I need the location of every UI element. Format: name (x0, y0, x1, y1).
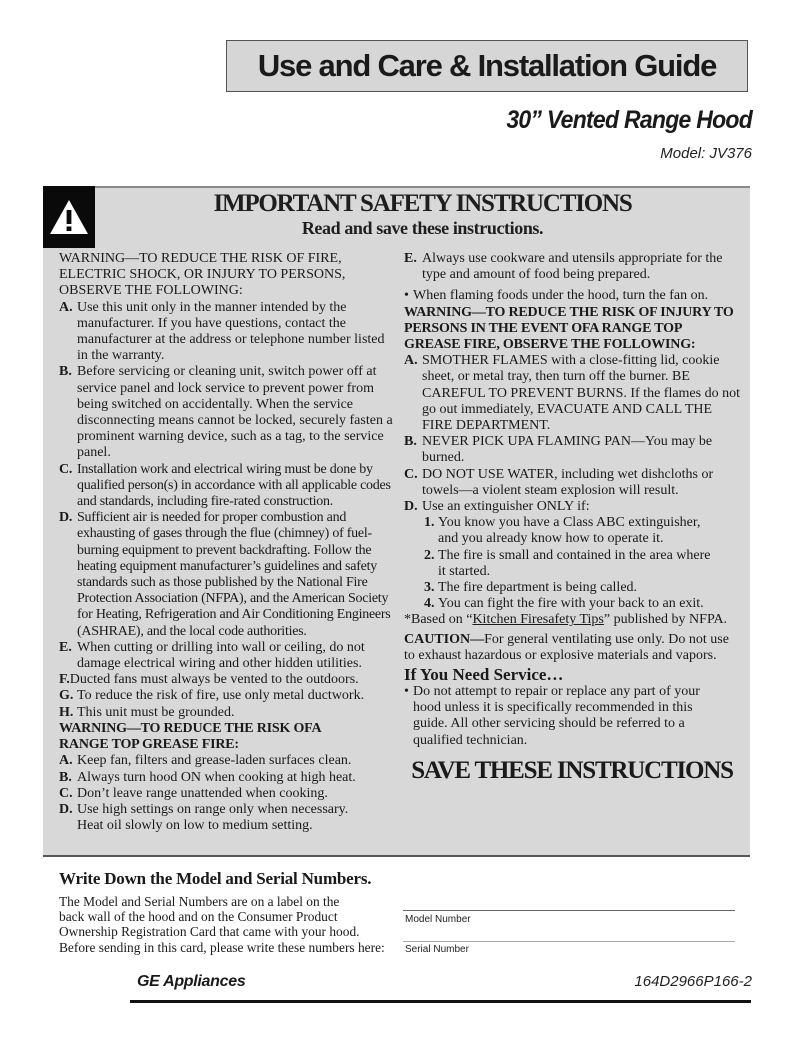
list-item: D. Use an extinguisher ONLY if: (404, 499, 590, 515)
footer-divider (130, 1000, 751, 1003)
nfpa-source-note: *Based on “Kitchen Firesafety Tips” published by NFPA. (404, 612, 728, 628)
list-item: E. When cutting or drilling into wall or ceiling, do not damage electrical wiring and other hidden utilities. (59, 639, 365, 672)
list-item: C. Don’t leave range unattended when cooking. (59, 785, 328, 801)
list-item: C. Installation work and electrical wiring must be done by qualified person(s) in accordance with all applicable codes and standards, including fire-rated construction. (59, 461, 391, 510)
serial-number-label: Serial Number (405, 944, 469, 955)
kitchen-firesafety-tips-link[interactable]: Kitchen Firesafety Tips (472, 612, 604, 628)
list-item: A. Keep fan, filters and grease-laden surfaces clean. (59, 753, 352, 769)
product-subtitle: 30” Vented Range Hood (506, 106, 752, 134)
extinguisher-condition: 4. You can fight the fire with your back to an exit. (424, 596, 704, 612)
list-item: B. NEVER PICK UPA FLAMING PAN—You may be burned. (404, 434, 713, 466)
model-label: Model: JV376 (660, 145, 752, 162)
warning-triangle-icon (48, 197, 90, 237)
guide-title-box (226, 40, 748, 92)
flaming-foods-note: • When flaming foods under the hood, turn the fan on. (404, 288, 709, 304)
save-instructions-banner: SAVE THESE INSTRUCTIONS (411, 756, 733, 784)
record-heading: Write Down the Model and Serial Numbers. (59, 869, 372, 888)
list-item: H. This unit must be grounded. (59, 704, 235, 720)
safety-right-column (404, 251, 740, 784)
extinguisher-condition: 3. The fire department is being called. (424, 580, 638, 596)
service-heading: If You Need Service… (404, 665, 564, 685)
list-item: G. To reduce the risk of fire, use only metal ductwork. (59, 688, 365, 704)
list-item: A. SMOTHER FLAMES with a close-fitting lid, cookie sheet, or metal tray, then turn off the burner. BE CAREFUL TO PREVENT BURNS. If the flames do not go out immediately, EVACUATE AND CALL THE FIRE DEPARTMENT. (404, 353, 740, 434)
brand-name: GE Appliances (137, 973, 246, 990)
list-item: B. Always turn hood ON when cooking at high heat. (59, 769, 356, 785)
list-item: B. Before servicing or cleaning unit, switch power off at service panel and lock service to prevent power from being switched on accidentally. When the service disconnecting means cannot be locked, securely fasten a prominent warning device, such as a tag, to the service panel. (59, 364, 393, 461)
list-item: F.Ducted fans must always be vented to the outdoors. (59, 672, 359, 688)
grease-fire-warning: WARNING—TO REDUCE THE RISK OFA RANGE TOP GREASE FIRE: (59, 720, 321, 753)
list-item: D. Use high settings on range only when necessary. Heat oil slowly on low to medium setting. (59, 801, 349, 834)
service-note: • Do not attempt to repair or replace any part of your hood unless it is specifically recommended in this guide. All other servicing should be referred to a qualified technician. (404, 684, 700, 748)
list-item: E. Always use cookware and utensils appropriate for the type and amount of food being prepared. (404, 251, 723, 283)
bullet-icon: • (404, 684, 409, 700)
list-item: A. Use this unit only in the manner intended by the manufacturer. If you have questions, contact the manufacturer at the address or telephone number listed in the warranty. (59, 299, 385, 364)
extinguisher-condition: 1. You know you have a Class ABC extinguisher, and you already know how to operate it. (424, 515, 701, 547)
safety-subheading: Read and save these instructions. (301, 218, 544, 238)
safety-left-column (59, 251, 394, 834)
model-number-field[interactable] (403, 910, 735, 911)
extinguisher-condition: 2. The fire is small and contained in the area where it started. (424, 547, 711, 579)
serial-number-field[interactable] (403, 941, 735, 942)
guide-title: Use and Care & Installation Guide (257, 48, 717, 83)
injury-warning: WARNING—TO REDUCE THE RISK OF INJURY TO PERSONS IN THE EVENT OFA RANGE TOP GREASE FIRE, OBSERVE THE FOLLOWING: (404, 304, 734, 353)
record-instructions: The Model and Serial Numbers are on a label on the back wall of the hood and on the Consumer Product Ownership Registration Card that came with your hood. Before sending in this card, please write these numbers here: (59, 894, 385, 955)
caution-note: CAUTION—For general ventilating use only. Do not use to exhaust hazardous or explosive materials and vapors. (404, 631, 729, 663)
list-item: D. Sufficient air is needed for proper combustion and exhausting of gases through the flue (chimney) of fuel-burning equipment to prevent backdrafting. Follow the heating equipment manufacturer’s guidelines and safety standards such as those published by the National Fire Protection Association (NFPA), and the American Society for Heating, Refrigeration and Air Conditioning Engineers (ASHRAE), and the local code authorities. (59, 510, 391, 639)
document-code: 164D2966P166-2 (634, 973, 752, 990)
bullet-icon: • (404, 288, 409, 304)
intro-warning: WARNING—TO REDUCE THE RISK OF FIRE, ELECTRIC SHOCK, OR INJURY TO PERSONS, OBSERVE THE FOLLOWING: (59, 251, 346, 299)
safety-heading: IMPORTANT SAFETY INSTRUCTIONS (213, 190, 632, 217)
list-item: C. DO NOT USE WATER, including wet dishcloths or towels—a violent steam explosion will result. (404, 466, 714, 498)
warning-box (43, 186, 95, 248)
model-number-label: Model Number (405, 914, 471, 925)
